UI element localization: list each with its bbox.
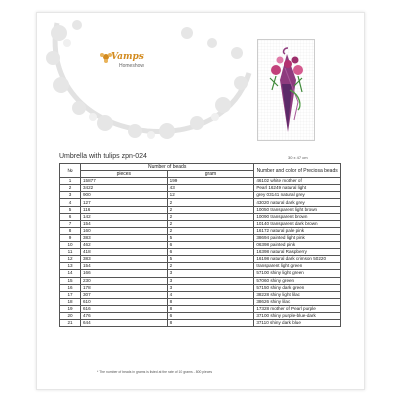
table-row — [60, 220, 341, 227]
color-name-cell: 10140 transparent dark brown — [254, 220, 341, 227]
gram-cell: 199 — [167, 178, 254, 185]
pattern-size: 30 x 47 cm — [288, 155, 308, 160]
table-row — [60, 312, 341, 319]
row-number: 16 — [60, 284, 81, 291]
gram-cell: 8 — [167, 305, 254, 312]
gram-cell: 5 — [167, 256, 254, 263]
pieces-cell: 166 — [81, 270, 168, 277]
color-name-cell: 57150 shiny dark green — [254, 284, 341, 291]
color-name-cell: 06398 painted pink — [254, 242, 341, 249]
row-number: 13 — [60, 263, 81, 270]
gram-cell: 6 — [167, 312, 254, 319]
pieces-cell: 616 — [81, 305, 168, 312]
gram-cell: 3 — [167, 270, 254, 277]
table-row — [60, 206, 341, 213]
table-row — [60, 192, 341, 199]
pieces-cell: 154 — [81, 220, 168, 227]
row-number: 3 — [60, 192, 81, 199]
gram-cell: 2 — [167, 213, 254, 220]
color-name-cell: 43020 natural dark grey — [254, 199, 341, 206]
row-number: 5 — [60, 206, 81, 213]
brand-logo — [99, 51, 159, 75]
color-name-cell: 16198 natural dark crimson 50220 — [254, 256, 341, 263]
table-row — [60, 213, 341, 220]
pattern-sheet — [36, 12, 365, 390]
pieces-cell: 644 — [81, 320, 168, 327]
umbrella-tulips-image — [258, 40, 314, 140]
row-number: 18 — [60, 298, 81, 305]
row-number: 6 — [60, 213, 81, 220]
header-no: № — [60, 164, 81, 178]
table-row — [60, 242, 341, 249]
beads-table — [59, 163, 341, 327]
color-name-cell: Pearl 16249 natural light — [254, 185, 341, 192]
row-number: 19 — [60, 305, 81, 312]
color-name-cell: 46102 white mother of — [254, 178, 341, 185]
gram-cell: 2 — [167, 227, 254, 234]
gram-cell: 3 — [167, 284, 254, 291]
color-name-cell: 37110 shiny dark blue — [254, 320, 341, 327]
table-row — [60, 263, 341, 270]
row-number: 2 — [60, 185, 81, 192]
row-number: 17 — [60, 291, 81, 298]
gram-cell: 6 — [167, 242, 254, 249]
table-row — [60, 249, 341, 256]
pieces-cell: 462 — [81, 242, 168, 249]
gram-cell: 2 — [167, 206, 254, 213]
gram-cell: 8 — [167, 298, 254, 305]
table-row — [60, 234, 341, 241]
beads-table-body — [60, 178, 341, 327]
gram-cell: 3 — [167, 277, 254, 284]
table-row — [60, 256, 341, 263]
gram-cell: 5 — [167, 234, 254, 241]
table-row — [60, 298, 341, 305]
color-name-cell: 10050 transparent light brown — [254, 206, 341, 213]
gram-cell: 43 — [167, 185, 254, 192]
gram-cell: 2 — [167, 199, 254, 206]
color-name-cell: grey 03141 natural grey — [254, 192, 341, 199]
pieces-cell: 383 — [81, 234, 168, 241]
row-number: 11 — [60, 249, 81, 256]
row-number: 8 — [60, 227, 81, 234]
row-number: 9 — [60, 234, 81, 241]
table-row — [60, 227, 341, 234]
pieces-cell: 476 — [81, 312, 168, 319]
logo-subtitle: Homeshow — [119, 63, 145, 69]
pieces-cell: 307 — [81, 291, 168, 298]
logo-name: Vamps — [111, 52, 144, 62]
pieces-cell: 230 — [81, 277, 168, 284]
header-gram: gram — [167, 171, 254, 178]
pieces-cell: 116 — [81, 206, 168, 213]
table-row — [60, 284, 341, 291]
pieces-cell: 178 — [81, 284, 168, 291]
pieces-cell: 900 — [81, 192, 168, 199]
color-name-cell: 37100 shiny purple-blue-dark — [254, 312, 341, 319]
floral-wreath-decoration — [37, 13, 252, 141]
row-number: 10 — [60, 242, 81, 249]
gram-cell: 2 — [167, 220, 254, 227]
color-name-cell: 38694 painted light pink — [254, 234, 341, 241]
color-name-cell: 16172 natural pale pink — [254, 227, 341, 234]
row-number: 4 — [60, 199, 81, 206]
pieces-cell: 3422 — [81, 185, 168, 192]
pieces-cell: 15877 — [81, 178, 168, 185]
pattern-title: Umbrella with tulips zpn-024 — [59, 153, 147, 160]
pieces-cell: 418 — [81, 249, 168, 256]
pieces-cell: 383 — [81, 256, 168, 263]
row-number: 1 — [60, 178, 81, 185]
row-number: 14 — [60, 270, 81, 277]
pattern-preview — [257, 39, 315, 141]
pieces-cell: 142 — [81, 213, 168, 220]
gram-cell: 4 — [167, 291, 254, 298]
color-name-cell: 16398 natural Raspberry — [254, 249, 341, 256]
row-number: 15 — [60, 277, 81, 284]
row-number: 21 — [60, 320, 81, 327]
row-number: 12 — [60, 256, 81, 263]
pieces-cell: 160 — [81, 227, 168, 234]
table-row — [60, 270, 341, 277]
row-number: 7 — [60, 220, 81, 227]
color-name-cell: 10090 transparent brown — [254, 213, 341, 220]
gram-cell: 8 — [167, 320, 254, 327]
color-name-cell: 38626 shiny lilac — [254, 298, 341, 305]
color-name-cell: 57060 shiny green — [254, 277, 341, 284]
color-name-cell: transparent light green — [254, 263, 341, 270]
table-row — [60, 199, 341, 206]
color-name-cell: 57100 shiny light green — [254, 270, 341, 277]
table-row — [60, 305, 341, 312]
pieces-cell: 610 — [81, 298, 168, 305]
gram-cell: 6 — [167, 249, 254, 256]
pieces-cell: 127 — [81, 199, 168, 206]
table-row — [60, 178, 341, 185]
table-row — [60, 320, 341, 327]
gram-cell: 12 — [167, 192, 254, 199]
color-name-cell: 38228 shiny light lilac — [254, 291, 341, 298]
header-color-name: Number and color of Preciosa beads — [254, 164, 341, 178]
row-number: 20 — [60, 312, 81, 319]
header-pieces: pieces — [81, 171, 168, 178]
table-row — [60, 185, 341, 192]
table-row — [60, 277, 341, 284]
table-row — [60, 291, 341, 298]
color-name-cell: 17328 mother of Pearl purple — [254, 305, 341, 312]
gram-cell: 2 — [167, 263, 254, 270]
header-number-of-beads: Number of beads — [81, 164, 254, 171]
pieces-cell: 154 — [81, 263, 168, 270]
footnote: * The number of beads in grams is listed at the rate of 10 grams - 800 pieces — [97, 370, 213, 374]
